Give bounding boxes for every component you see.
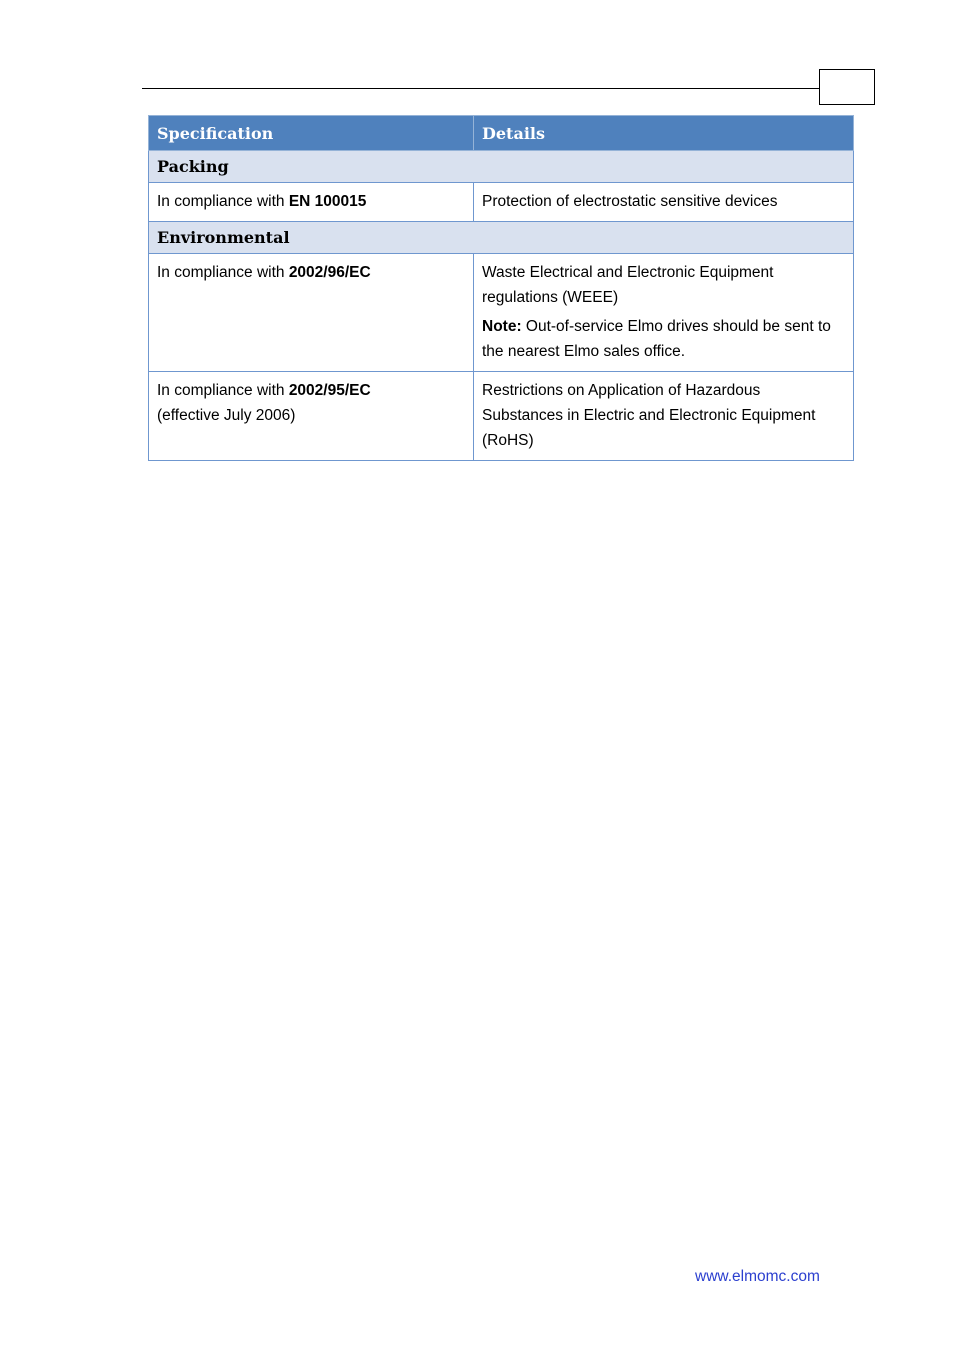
column-header-details: Details <box>474 116 854 151</box>
spec-prefix: In compliance with <box>157 264 289 281</box>
spec-standard: 2002/95/EC <box>288 382 371 399</box>
section-title: Environmental <box>149 222 854 254</box>
specification-cell <box>149 254 474 372</box>
spec-suffix: (effective July 2006) <box>157 407 296 424</box>
note-label: Note: <box>482 318 522 335</box>
detail-note <box>482 314 845 364</box>
detail-text: Waste Electrical and Electronic Equipment regulations (WEEE) <box>482 264 774 306</box>
details-cell <box>474 183 854 222</box>
section-title: Packing <box>149 151 854 183</box>
specification-table <box>148 115 854 461</box>
details-cell <box>474 254 854 372</box>
spec-prefix: In compliance with <box>157 382 289 399</box>
column-header-specification: Specification <box>149 116 474 151</box>
table-row <box>149 183 854 222</box>
header-rule <box>142 88 819 89</box>
spec-prefix: In compliance with <box>157 193 289 210</box>
detail-text: Protection of electrostatic sensitive devices <box>482 193 778 210</box>
spec-standard: EN 100015 <box>288 193 367 210</box>
details-cell <box>474 372 854 461</box>
specification-cell <box>149 372 474 461</box>
detail-text: Restrictions on Application of Hazardous Substances in Electric and Electronic Equipment (RoHS) <box>482 382 816 449</box>
table-header-row <box>149 116 854 151</box>
section-row-environmental <box>149 222 854 254</box>
note-text: Out-of-service Elmo drives should be sent to the nearest Elmo sales office. <box>482 318 831 360</box>
specification-cell <box>149 183 474 222</box>
website-link[interactable]: www.elmomc.com <box>695 1268 820 1285</box>
spec-standard: 2002/96/EC <box>288 264 371 281</box>
table-row <box>149 254 854 372</box>
table-row <box>149 372 854 461</box>
page-number-box <box>819 69 875 105</box>
section-row-packing <box>149 151 854 183</box>
